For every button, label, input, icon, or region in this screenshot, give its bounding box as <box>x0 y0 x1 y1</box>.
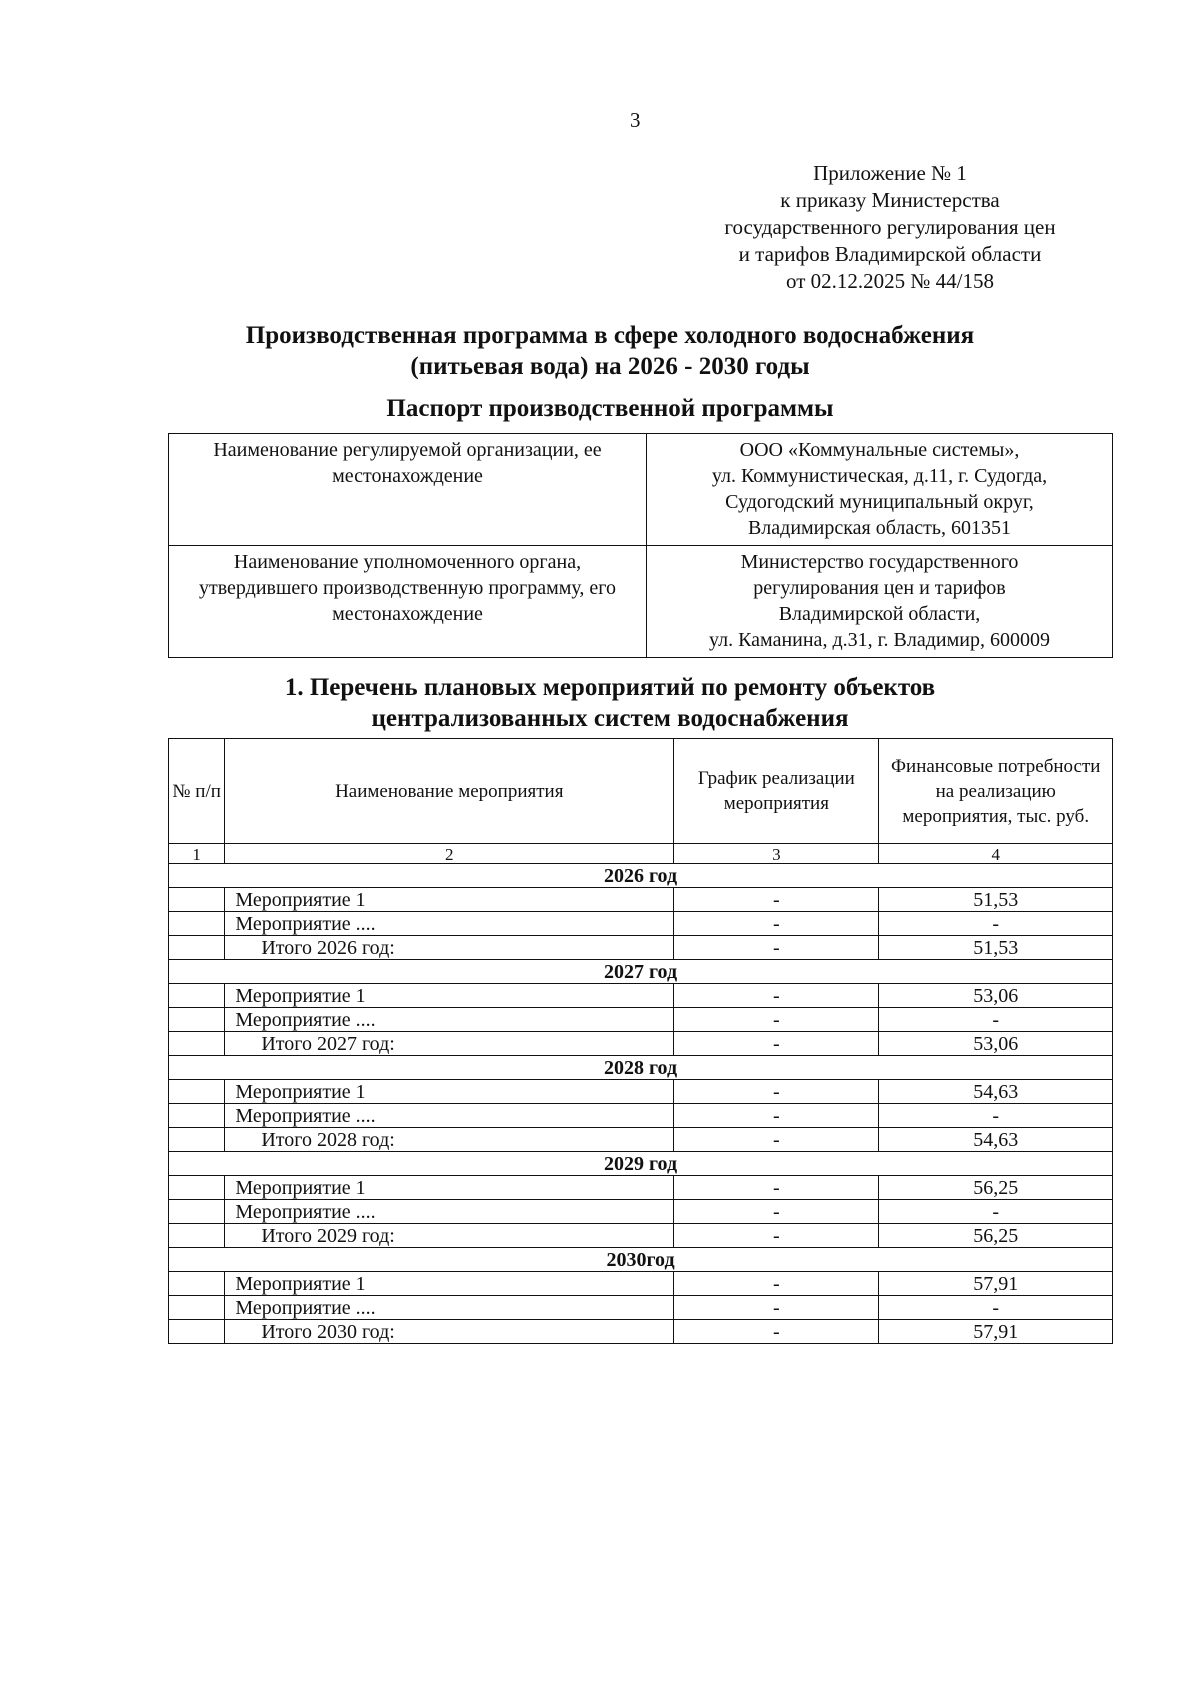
passport-value-line: регулирования цен и тарифов <box>753 577 1006 599</box>
row-num <box>169 1080 225 1104</box>
row-name: Мероприятие 1 <box>225 984 674 1008</box>
year-row <box>169 960 1113 984</box>
table-row <box>169 912 1113 936</box>
year-row <box>169 1152 1113 1176</box>
row-finance: 51,53 <box>879 936 1113 960</box>
table-row <box>169 1104 1113 1128</box>
passport-value-line: Судогодский муниципальный округ, <box>725 491 1034 513</box>
row-name: Итого 2027 год: <box>225 1032 674 1056</box>
header-num: № п/п <box>169 739 225 844</box>
row-schedule: - <box>674 1104 879 1128</box>
row-num <box>169 1176 225 1200</box>
row-num <box>169 1296 225 1320</box>
section-title-line: централизованных систем водоснабжения <box>371 705 849 732</box>
row-num <box>169 912 225 936</box>
year-row <box>169 1248 1113 1272</box>
activities-table <box>168 738 1113 1344</box>
row-name: Мероприятие .... <box>225 1008 674 1032</box>
passport-value-line: Владимирской области, <box>778 603 981 625</box>
row-name: Мероприятие .... <box>225 1104 674 1128</box>
page-number: 3 <box>630 108 641 132</box>
row-schedule: - <box>674 1224 879 1248</box>
table-row-total <box>169 1320 1113 1344</box>
row-finance: 54,63 <box>879 1080 1113 1104</box>
row-name: Итого 2030 год: <box>225 1320 674 1344</box>
row-num <box>169 1200 225 1224</box>
column-number: 3 <box>674 844 879 864</box>
row-name: Мероприятие .... <box>225 1296 674 1320</box>
row-schedule: - <box>674 936 879 960</box>
header-name: Наименование мероприятия <box>225 739 674 844</box>
row-finance: - <box>879 1008 1113 1032</box>
row-schedule: - <box>674 1176 879 1200</box>
appendix-block <box>690 160 1090 295</box>
row-num <box>169 984 225 1008</box>
passport-label: Наименование уполномоченного органа, утвердившего производственную программу, его местонахождение <box>169 546 647 658</box>
row-name: Итого 2029 год: <box>225 1224 674 1248</box>
passport-value-line: Владимирская область, 601351 <box>747 517 1012 539</box>
row-finance: - <box>879 912 1113 936</box>
document-title <box>180 320 1040 382</box>
year-row <box>169 1056 1113 1080</box>
row-finance: 54,63 <box>879 1128 1113 1152</box>
table-row <box>169 1080 1113 1104</box>
row-name: Мероприятие 1 <box>225 1272 674 1296</box>
table-row-total <box>169 1224 1113 1248</box>
year-label: 2029 год <box>169 1152 1113 1176</box>
year-label: 2028 год <box>169 1056 1113 1080</box>
year-label: 2027 год <box>169 960 1113 984</box>
year-row <box>169 864 1113 888</box>
row-num <box>169 1272 225 1296</box>
header-finance: Финансовые потребности на реализацию мероприятия, тыс. руб. <box>879 739 1113 844</box>
table-row <box>169 984 1113 1008</box>
column-number: 2 <box>225 844 674 864</box>
row-num <box>169 1104 225 1128</box>
table-row-total <box>169 936 1113 960</box>
table-row <box>169 1176 1113 1200</box>
appendix-line: Приложение № 1 <box>813 161 967 185</box>
row-num <box>169 936 225 960</box>
passport-value-line: ООО «Коммунальные системы», <box>739 439 1020 461</box>
table-row <box>169 888 1113 912</box>
row-num <box>169 1320 225 1344</box>
passport-row <box>169 546 1113 658</box>
row-schedule: - <box>674 1032 879 1056</box>
year-label: 2026 год <box>169 864 1113 888</box>
table-row <box>169 1200 1113 1224</box>
appendix-line: государственного регулирования цен <box>724 215 1056 239</box>
row-schedule: - <box>674 1008 879 1032</box>
row-schedule: - <box>674 912 879 936</box>
row-num <box>169 888 225 912</box>
year-label: 2030год <box>169 1248 1113 1272</box>
row-num <box>169 1008 225 1032</box>
passport-value <box>647 546 1113 658</box>
row-name: Мероприятие .... <box>225 912 674 936</box>
row-finance: 57,91 <box>879 1320 1113 1344</box>
passport-table <box>168 433 1113 658</box>
passport-value <box>647 434 1113 546</box>
row-finance: - <box>879 1104 1113 1128</box>
row-finance: 56,25 <box>879 1224 1113 1248</box>
row-finance: 56,25 <box>879 1176 1113 1200</box>
row-schedule: - <box>674 984 879 1008</box>
row-name: Мероприятие 1 <box>225 888 674 912</box>
table-row-total <box>169 1128 1113 1152</box>
row-num <box>169 1128 225 1152</box>
row-finance: 53,06 <box>879 984 1113 1008</box>
section-title <box>180 672 1040 734</box>
table-row-total <box>169 1032 1113 1056</box>
passport-value-line: Министерство государственного <box>740 551 1019 573</box>
header-schedule: График реализации мероприятия <box>674 739 879 844</box>
row-name: Итого 2026 год: <box>225 936 674 960</box>
document-title-line: Производственная программа в сфере холодного водоснабжения <box>245 322 975 349</box>
table-header-row <box>169 739 1113 844</box>
row-schedule: - <box>674 1296 879 1320</box>
table-row <box>169 1272 1113 1296</box>
row-finance: 53,06 <box>879 1032 1113 1056</box>
row-schedule: - <box>674 1272 879 1296</box>
passport-value-line: ул. Коммунистическая, д.11, г. Судогда, <box>711 465 1048 487</box>
column-number: 1 <box>169 844 225 864</box>
row-name: Мероприятие 1 <box>225 1176 674 1200</box>
passport-title: Паспорт производственной программы <box>386 395 834 422</box>
row-schedule: - <box>674 888 879 912</box>
row-num <box>169 1032 225 1056</box>
passport-row <box>169 434 1113 546</box>
row-name: Итого 2028 год: <box>225 1128 674 1152</box>
row-schedule: - <box>674 1128 879 1152</box>
row-name: Мероприятие .... <box>225 1200 674 1224</box>
row-finance: 57,91 <box>879 1272 1113 1296</box>
row-finance: - <box>879 1200 1113 1224</box>
row-name: Мероприятие 1 <box>225 1080 674 1104</box>
row-schedule: - <box>674 1320 879 1344</box>
row-schedule: - <box>674 1080 879 1104</box>
row-finance: - <box>879 1296 1113 1320</box>
table-row <box>169 1296 1113 1320</box>
section-title-line: 1. Перечень плановых мероприятий по ремонту объектов <box>284 674 936 701</box>
passport-value-line: ул. Каманина, д.31, г. Владимир, 600009 <box>709 629 1050 651</box>
row-finance: 51,53 <box>879 888 1113 912</box>
row-schedule: - <box>674 1200 879 1224</box>
table-row <box>169 1008 1113 1032</box>
appendix-line: и тарифов Владимирской области <box>738 242 1042 266</box>
document-title-line: (питьевая вода) на 2026 - 2030 годы <box>410 353 810 380</box>
appendix-line: от 02.12.2025 № 44/158 <box>785 269 995 293</box>
column-number: 4 <box>879 844 1113 864</box>
appendix-line: к приказу Министерства <box>780 188 1000 212</box>
row-num <box>169 1224 225 1248</box>
passport-label: Наименование регулируемой организации, ее местонахождение <box>169 434 647 546</box>
column-number-row <box>169 844 1113 864</box>
